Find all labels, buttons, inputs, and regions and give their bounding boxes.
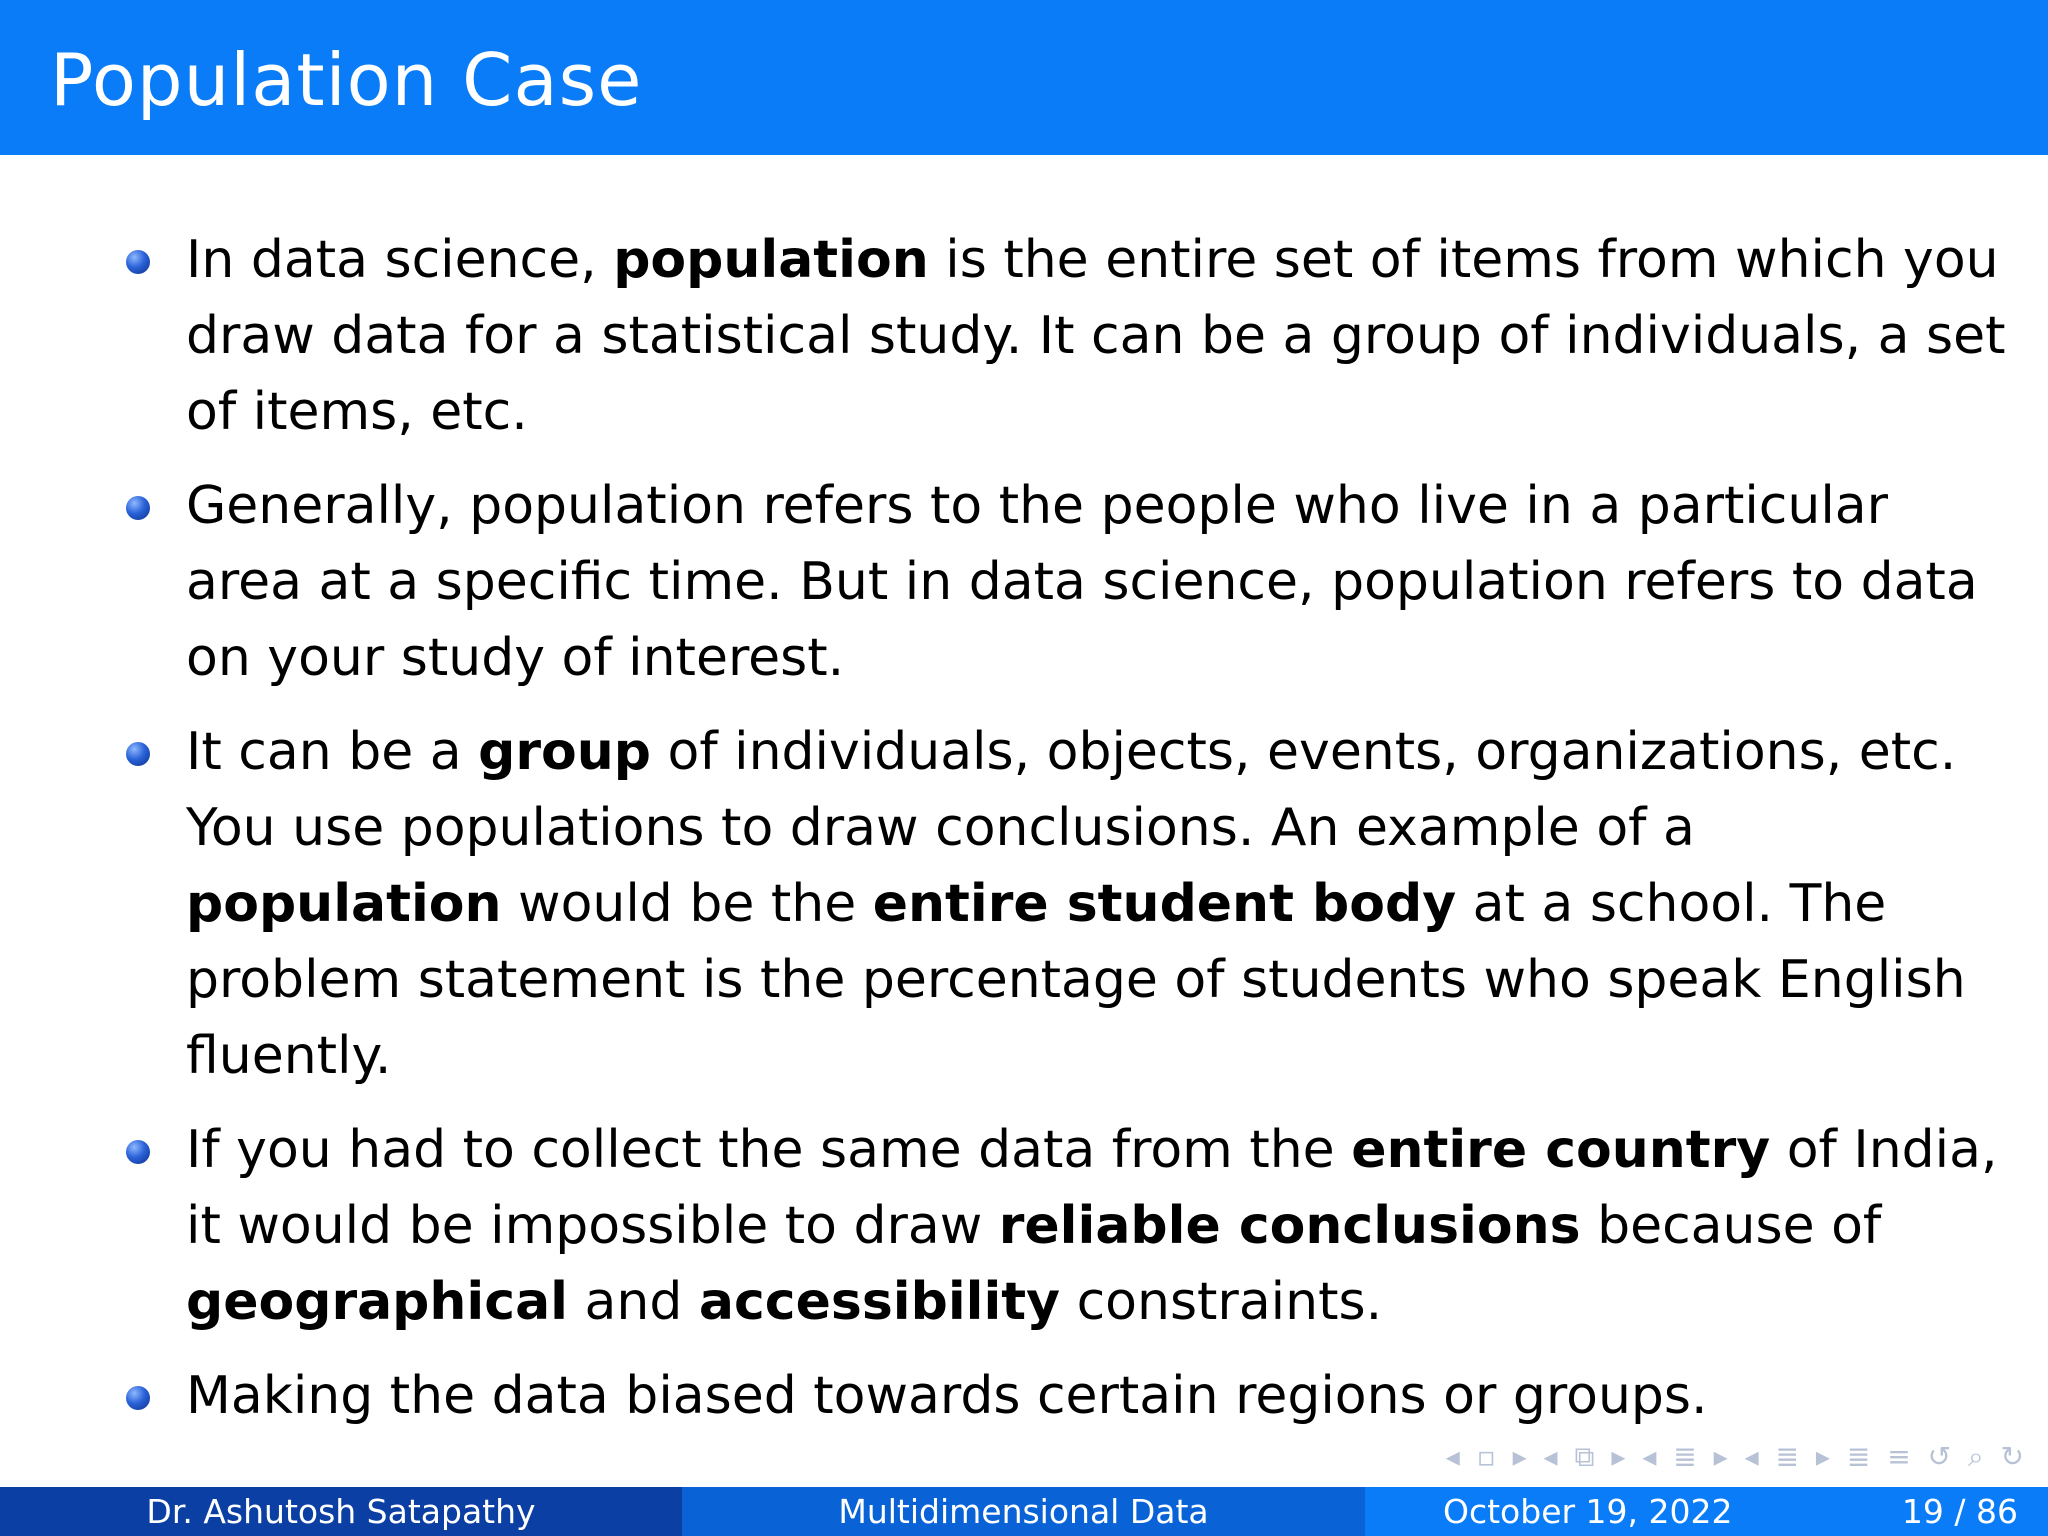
footer-meta	[1365, 1487, 2048, 1536]
bullet-bold-text: entire country	[1351, 1120, 1771, 1180]
bullet-bold-text: entire student body	[872, 874, 1457, 934]
title-bar	[0, 0, 2048, 155]
bullet-text: Generally, population refers to the people who live in a particular area at a specific time. But in data science, population refers to data on your study of interest.	[186, 476, 1978, 688]
bullet-item	[0, 1358, 2048, 1434]
bullet-bold-text: population	[186, 874, 502, 934]
bullet-text: If you had to collect the same data from the	[186, 1120, 1352, 1180]
bullet-text: is the entire set of items from which you draw data for a statistical study. It can be a group of individuals, a set of items, etc.	[186, 230, 2006, 442]
bullet-point-icon	[126, 1386, 150, 1410]
bullet-point-icon	[126, 250, 150, 274]
footer-page-number: 19 / 86	[1901, 1492, 2018, 1531]
bullet-bold-text: group	[478, 722, 651, 782]
bullet-bold-text: population	[613, 230, 929, 290]
bullet-text: of India, it would be impossible to draw	[186, 1120, 1998, 1256]
bullet-item	[0, 714, 2048, 1094]
bullet-text: In data science,	[186, 230, 614, 290]
bullet-bold-text: accessibility	[698, 1272, 1061, 1332]
beamer-navigation-icons[interactable]: ◂ ▫ ▸ ◂ ⧉ ▸ ◂ ≣ ▸ ◂ ≣ ▸ ≣ ≡ ↺ ⌕ ↻	[1445, 1440, 2028, 1473]
slide-title: Population Case	[50, 38, 643, 122]
footer-topic: Multidimensional Data	[682, 1487, 1365, 1536]
footer-author: Dr. Ashutosh Satapathy	[0, 1487, 682, 1536]
bullet-text: would be the	[501, 874, 873, 934]
footer-bar	[0, 1487, 2048, 1536]
bullet-item	[0, 1112, 2048, 1340]
bullet-item	[0, 468, 2048, 696]
bullet-text: at a school. The problem statement is the percentage of students who speak English fluently.	[186, 874, 1966, 1086]
bullet-text: of individuals, objects, events, organizations, etc. You use populations to draw conclusions. An example of a	[186, 722, 1957, 858]
bullet-bold-text: geographical	[186, 1272, 568, 1332]
bullet-bold-text: reliable conclusions	[998, 1196, 1581, 1256]
footer-date: October 19, 2022	[1443, 1492, 1733, 1531]
bullet-item	[0, 222, 2048, 450]
bullet-text: and	[567, 1272, 699, 1332]
bullet-text: because of	[1580, 1196, 1882, 1256]
bullet-point-icon	[126, 742, 150, 766]
bullet-point-icon	[126, 1140, 150, 1164]
bullet-text: constraints.	[1060, 1272, 1383, 1332]
bullet-text: Making the data biased towards certain regions or groups.	[186, 1366, 1708, 1426]
slide-content	[0, 222, 2048, 1452]
bullet-point-icon	[126, 496, 150, 520]
bullet-text: It can be a	[186, 722, 479, 782]
